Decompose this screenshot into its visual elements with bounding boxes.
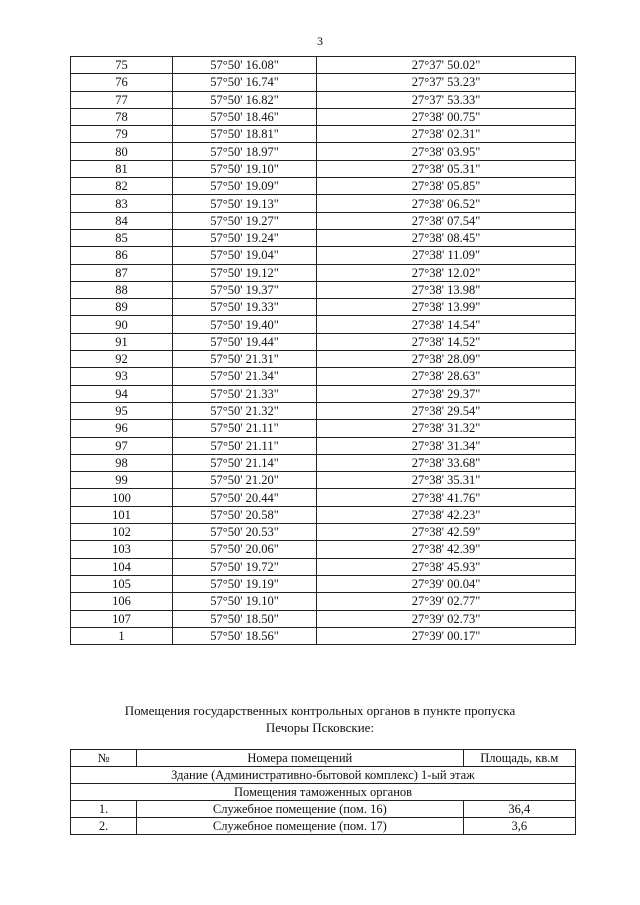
- latitude-cell: 57°50' 19.24": [173, 229, 317, 246]
- longitude-cell: 27°38' 14.52": [317, 333, 576, 350]
- point-number-cell: 97: [71, 437, 173, 454]
- latitude-cell: 57°50' 21.14": [173, 454, 317, 471]
- point-number-cell: 95: [71, 402, 173, 419]
- room-area-cell: 36,4: [463, 801, 575, 818]
- table-row: [71, 195, 576, 212]
- longitude-cell: 27°37' 53.33": [317, 91, 576, 108]
- point-number-cell: 104: [71, 558, 173, 575]
- point-number-cell: 80: [71, 143, 173, 160]
- table-row: [71, 402, 576, 419]
- longitude-cell: 27°38' 42.59": [317, 524, 576, 541]
- longitude-cell: 27°38' 29.54": [317, 402, 576, 419]
- table-row: [71, 281, 576, 298]
- longitude-cell: 27°39' 00.17": [317, 627, 576, 644]
- latitude-cell: 57°50' 18.81": [173, 126, 317, 143]
- latitude-cell: 57°50' 21.31": [173, 351, 317, 368]
- table-row: [71, 368, 576, 385]
- table-row: [71, 299, 576, 316]
- longitude-cell: 27°38' 28.63": [317, 368, 576, 385]
- latitude-cell: 57°50' 21.11": [173, 420, 317, 437]
- point-number-cell: 103: [71, 541, 173, 558]
- table-row: [71, 351, 576, 368]
- table-row: [71, 593, 576, 610]
- point-number-cell: 89: [71, 299, 173, 316]
- longitude-cell: 27°38' 07.54": [317, 212, 576, 229]
- point-number-cell: 83: [71, 195, 173, 212]
- table-row: [71, 247, 576, 264]
- longitude-cell: 27°38' 45.93": [317, 558, 576, 575]
- room-name-cell: Служебное помещение (пом. 16): [137, 801, 463, 818]
- point-number-cell: 91: [71, 333, 173, 350]
- longitude-cell: 27°39' 02.77": [317, 593, 576, 610]
- longitude-cell: 27°37' 50.02": [317, 57, 576, 74]
- header-number: №: [71, 750, 137, 767]
- section-heading: [0, 702, 640, 736]
- rooms-table-building-row: [71, 767, 576, 784]
- table-row: [71, 229, 576, 246]
- latitude-cell: 57°50' 18.50": [173, 610, 317, 627]
- rooms-table-body: [71, 750, 576, 835]
- rooms-table-header-row: [71, 750, 576, 767]
- point-number-cell: 82: [71, 178, 173, 195]
- latitude-cell: 57°50' 20.58": [173, 506, 317, 523]
- latitude-cell: 57°50' 19.12": [173, 264, 317, 281]
- point-number-cell: 86: [71, 247, 173, 264]
- latitude-cell: 57°50' 19.19": [173, 575, 317, 592]
- latitude-cell: 57°50' 19.04": [173, 247, 317, 264]
- point-number-cell: 1: [71, 627, 173, 644]
- coordinates-table: [70, 56, 576, 645]
- point-number-cell: 106: [71, 593, 173, 610]
- latitude-cell: 57°50' 19.40": [173, 316, 317, 333]
- table-row: [71, 524, 576, 541]
- latitude-cell: 57°50' 21.32": [173, 402, 317, 419]
- longitude-cell: 27°38' 12.02": [317, 264, 576, 281]
- section-heading-line-1: Помещения государственных контрольных органов в пункте пропуска: [124, 703, 516, 718]
- room-number-cell: 2.: [71, 818, 137, 835]
- longitude-cell: 27°38' 13.99": [317, 299, 576, 316]
- latitude-cell: 57°50' 19.27": [173, 212, 317, 229]
- point-number-cell: 94: [71, 385, 173, 402]
- latitude-cell: 57°50' 19.10": [173, 593, 317, 610]
- point-number-cell: 76: [71, 74, 173, 91]
- longitude-cell: 27°38' 31.32": [317, 420, 576, 437]
- table-row: [71, 472, 576, 489]
- table-row: [71, 420, 576, 437]
- point-number-cell: 102: [71, 524, 173, 541]
- longitude-cell: 27°38' 33.68": [317, 454, 576, 471]
- longitude-cell: 27°38' 31.34": [317, 437, 576, 454]
- table-row: [71, 178, 576, 195]
- point-number-cell: 98: [71, 454, 173, 471]
- longitude-cell: 27°39' 02.73": [317, 610, 576, 627]
- latitude-cell: 57°50' 19.33": [173, 299, 317, 316]
- longitude-cell: 27°38' 28.09": [317, 351, 576, 368]
- latitude-cell: 57°50' 19.37": [173, 281, 317, 298]
- longitude-cell: 27°38' 35.31": [317, 472, 576, 489]
- table-row: [71, 126, 576, 143]
- room-area-cell: 3,6: [463, 818, 575, 835]
- table-row: [71, 108, 576, 125]
- point-number-cell: 96: [71, 420, 173, 437]
- point-number-cell: 84: [71, 212, 173, 229]
- table-row: [71, 801, 576, 818]
- point-number-cell: 77: [71, 91, 173, 108]
- point-number-cell: 81: [71, 160, 173, 177]
- longitude-cell: 27°38' 13.98": [317, 281, 576, 298]
- table-row: [71, 333, 576, 350]
- point-number-cell: 87: [71, 264, 173, 281]
- latitude-cell: 57°50' 16.82": [173, 91, 317, 108]
- table-row: [71, 74, 576, 91]
- longitude-cell: 27°39' 00.04": [317, 575, 576, 592]
- table-row: [71, 57, 576, 74]
- point-number-cell: 92: [71, 351, 173, 368]
- rooms-table-section-row: [71, 784, 576, 801]
- point-number-cell: 88: [71, 281, 173, 298]
- room-number-cell: 1.: [71, 801, 137, 818]
- longitude-cell: 27°38' 41.76": [317, 489, 576, 506]
- latitude-cell: 57°50' 20.53": [173, 524, 317, 541]
- page-number: 3: [317, 34, 323, 48]
- longitude-cell: 27°38' 42.39": [317, 541, 576, 558]
- latitude-cell: 57°50' 18.46": [173, 108, 317, 125]
- point-number-cell: 93: [71, 368, 173, 385]
- coordinates-table-body: [71, 57, 576, 645]
- table-row: [71, 212, 576, 229]
- point-number-cell: 78: [71, 108, 173, 125]
- header-area: Площадь, кв.м: [463, 750, 575, 767]
- longitude-cell: 27°38' 06.52": [317, 195, 576, 212]
- table-row: [71, 627, 576, 644]
- table-row: [71, 316, 576, 333]
- longitude-cell: 27°38' 05.85": [317, 178, 576, 195]
- table-row: [71, 385, 576, 402]
- longitude-cell: 27°38' 00.75": [317, 108, 576, 125]
- table-row: [71, 610, 576, 627]
- latitude-cell: 57°50' 21.34": [173, 368, 317, 385]
- latitude-cell: 57°50' 18.97": [173, 143, 317, 160]
- table-row: [71, 506, 576, 523]
- table-row: [71, 489, 576, 506]
- building-label: Здание (Административно-бытовой комплекс) 1-ый этаж: [71, 767, 576, 784]
- point-number-cell: 107: [71, 610, 173, 627]
- table-row: [71, 91, 576, 108]
- longitude-cell: 27°38' 11.09": [317, 247, 576, 264]
- point-number-cell: 90: [71, 316, 173, 333]
- latitude-cell: 57°50' 19.09": [173, 178, 317, 195]
- longitude-cell: 27°38' 02.31": [317, 126, 576, 143]
- section-label: Помещения таможенных органов: [71, 784, 576, 801]
- table-row: [71, 160, 576, 177]
- table-row: [71, 437, 576, 454]
- latitude-cell: 57°50' 16.08": [173, 57, 317, 74]
- latitude-cell: 57°50' 19.72": [173, 558, 317, 575]
- header-room-name: Номера помещений: [137, 750, 463, 767]
- point-number-cell: 101: [71, 506, 173, 523]
- table-row: [71, 575, 576, 592]
- point-number-cell: 85: [71, 229, 173, 246]
- point-number-cell: 79: [71, 126, 173, 143]
- point-number-cell: 105: [71, 575, 173, 592]
- latitude-cell: 57°50' 21.33": [173, 385, 317, 402]
- longitude-cell: 27°38' 42.23": [317, 506, 576, 523]
- latitude-cell: 57°50' 21.20": [173, 472, 317, 489]
- rooms-table: [70, 749, 576, 835]
- longitude-cell: 27°38' 29.37": [317, 385, 576, 402]
- table-row: [71, 454, 576, 471]
- longitude-cell: 27°38' 05.31": [317, 160, 576, 177]
- point-number-cell: 100: [71, 489, 173, 506]
- longitude-cell: 27°38' 08.45": [317, 229, 576, 246]
- table-row: [71, 818, 576, 835]
- longitude-cell: 27°37' 53.23": [317, 74, 576, 91]
- section-heading-line-2: Печоры Псковские:: [265, 720, 375, 735]
- latitude-cell: 57°50' 18.56": [173, 627, 317, 644]
- latitude-cell: 57°50' 20.06": [173, 541, 317, 558]
- point-number-cell: 75: [71, 57, 173, 74]
- table-row: [71, 264, 576, 281]
- table-row: [71, 143, 576, 160]
- longitude-cell: 27°38' 14.54": [317, 316, 576, 333]
- table-row: [71, 541, 576, 558]
- longitude-cell: 27°38' 03.95": [317, 143, 576, 160]
- latitude-cell: 57°50' 20.44": [173, 489, 317, 506]
- table-row: [71, 558, 576, 575]
- point-number-cell: 99: [71, 472, 173, 489]
- latitude-cell: 57°50' 21.11": [173, 437, 317, 454]
- latitude-cell: 57°50' 19.13": [173, 195, 317, 212]
- room-name-cell: Служебное помещение (пом. 17): [137, 818, 463, 835]
- latitude-cell: 57°50' 19.44": [173, 333, 317, 350]
- latitude-cell: 57°50' 16.74": [173, 74, 317, 91]
- latitude-cell: 57°50' 19.10": [173, 160, 317, 177]
